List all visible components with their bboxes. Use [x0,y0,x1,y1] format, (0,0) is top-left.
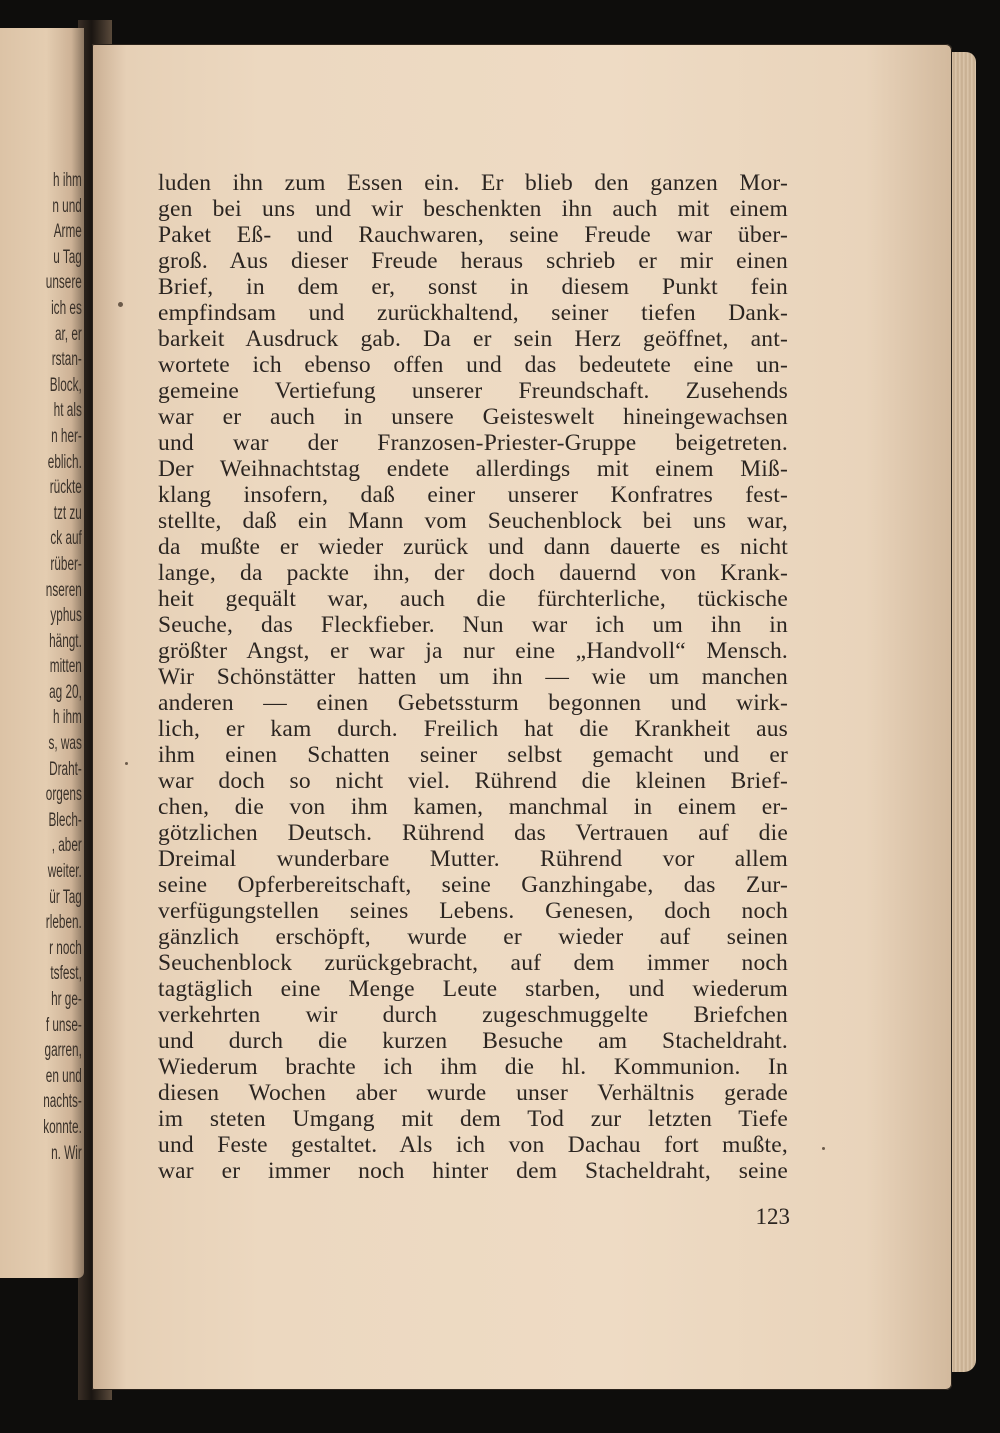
previous-page-line: Block, [49,374,82,396]
previous-page-line: ht als [53,400,82,422]
text-line: tagtäglich eine Menge Leute starben, und wiederum [158,976,788,1002]
text-line: götzlichen Deutsch. Rührend das Vertrauen auf die [158,820,788,846]
previous-page-line: garren, [44,1040,82,1062]
previous-page-line: ich es [51,297,82,319]
text-line: Dreimal wunderbare Mutter. Rührend vor allem [158,846,788,872]
previous-page-line: nseren [45,579,82,601]
text-line: größter Angst, er war ja nur eine „Handvoll“ Mensch. [158,638,788,664]
previous-page-line: Blech- [48,809,82,831]
page-body-text [158,170,788,1184]
previous-page-line: h ihm [53,170,82,191]
text-line: gemeine Vertiefung unserer Freundschaft. Zusehends [158,378,788,404]
text-line: ihm einen Schatten seiner selbst gemacht und er [158,742,788,768]
previous-page-line: orgens [45,784,82,806]
text-line: und Feste gestaltet. Als ich von Dachau fort mußte, [158,1132,788,1158]
previous-page-line: f unse- [45,1014,82,1036]
previous-page-line: en und [45,1065,82,1087]
text-line: lange, da packte ihn, der doch dauernd von Krank- [158,560,788,586]
previous-page-line: tsfest, [50,963,82,985]
text-line: Seuche, das Fleckfieber. Nun war ich um ihn in [158,612,788,638]
previous-page-line: rleben. [45,912,82,934]
text-line: Wiederum brachte ich ihm die hl. Kommunion. In [158,1054,788,1080]
text-line: chen, die von ihm kamen, manchmal in einem er- [158,794,788,820]
previous-page-line: ar, er [54,323,82,345]
previous-page-line: rstan- [51,349,82,371]
previous-page-line: r noch [49,937,82,959]
text-line: barkeit Ausdruck gab. Da er sein Herz geöffnet, ant- [158,326,788,352]
previous-page-line: Draht- [49,758,82,780]
previous-page-line: konnte. [43,1116,82,1138]
previous-page-line: , aber [51,835,82,857]
text-line: gänzlich erschöpft, wurde er wieder auf seinen [158,924,788,950]
previous-page-line: n her- [51,425,82,447]
previous-page-line: tzt zu [53,502,82,524]
text-line: Brief, in dem er, sonst in diesem Punkt fein [158,274,788,300]
text-line: klang insofern, daß einer unserer Konfratres fest- [158,482,788,508]
previous-page-line: hr ge- [51,989,82,1010]
previous-page-line: eblich. [47,451,82,473]
text-line: wortete ich ebenso offen und das bedeutete eine un- [158,352,788,378]
text-line: Seuchenblock zurückgebracht, auf dem immer noch [158,950,788,976]
paper-speck [822,1147,825,1150]
text-line: heit gequält war, auch die fürchterliche, tückische [158,586,788,612]
previous-page-line: hängt. [49,630,82,652]
previous-page-line: rückte [49,477,82,499]
previous-page-line: ck auf [50,528,82,550]
text-line: Wir Schönstätter hatten um ihn — wie um manchen [158,664,788,690]
text-line: gen bei uns und wir beschenkten ihn auch mit einem [158,196,788,222]
previous-page-line: nachts- [43,1091,82,1113]
paper-speck [125,762,128,765]
previous-page-line: ag 20, [49,681,82,703]
text-line: war er immer noch hinter dem Stacheldraht, seine [158,1158,788,1184]
text-line: war doch so nicht viel. Rührend die kleinen Brief- [158,768,788,794]
previous-page-line: mitten [49,656,82,678]
text-line: empfindsam und zurückhaltend, seiner tiefen Dank- [158,300,788,326]
previous-page-line: ür Tag [49,886,82,908]
previous-page-text [0,168,82,1166]
text-line: luden ihn zum Essen ein. Er blieb den ganzen Mor- [158,170,788,196]
text-line: Paket Eß- und Rauchwaren, seine Freude war über- [158,222,788,248]
previous-page-line: n. Wir [51,1142,82,1164]
previous-page-line: yphus [50,605,82,627]
previous-page-line: weiter. [47,861,82,883]
text-line: seine Opferbereitschaft, seine Ganzhingabe, das Zur- [158,872,788,898]
text-line: verfügungstellen seines Lebens. Genesen, doch noch [158,898,788,924]
text-line: im steten Umgang mit dem Tod zur letzten Tiefe [158,1106,788,1132]
text-line: groß. Aus dieser Freude heraus schrieb er mir einen [158,248,788,274]
previous-page-line: unsere [45,272,82,294]
previous-page-line: rüber- [50,553,82,575]
previous-page-line: u Tag [53,246,82,268]
previous-page-line: n und [52,195,82,217]
text-line: war er auch in unsere Geisteswelt hineingewachsen [158,404,788,430]
text-line: stellte, daß ein Mann vom Seuchenblock bei uns war, [158,508,788,534]
previous-page [0,28,84,1278]
text-line: Der Weihnachtstag endete allerdings mit einem Miß- [158,456,788,482]
previous-page-line: Arme [53,221,82,243]
paper-speck [118,302,123,307]
text-line: und war der Franzosen-Priester-Gruppe beigetreten. [158,430,788,456]
previous-page-line: h ihm [53,707,82,729]
text-line: verkehrten wir durch zugeschmuggelte Briefchen [158,1002,788,1028]
text-line: anderen — einen Gebetssturm begonnen und wirk- [158,690,788,716]
page-number: 123 [755,1204,790,1229]
previous-page-line: s, was [48,733,82,755]
text-line: diesen Wochen aber wurde unser Verhältnis gerade [158,1080,788,1106]
text-line: da mußte er wieder zurück und dann dauerte es nicht [158,534,788,560]
text-line: und durch die kurzen Besuche am Stacheldraht. [158,1028,788,1054]
text-line: lich, er kam durch. Freilich hat die Krankheit aus [158,716,788,742]
